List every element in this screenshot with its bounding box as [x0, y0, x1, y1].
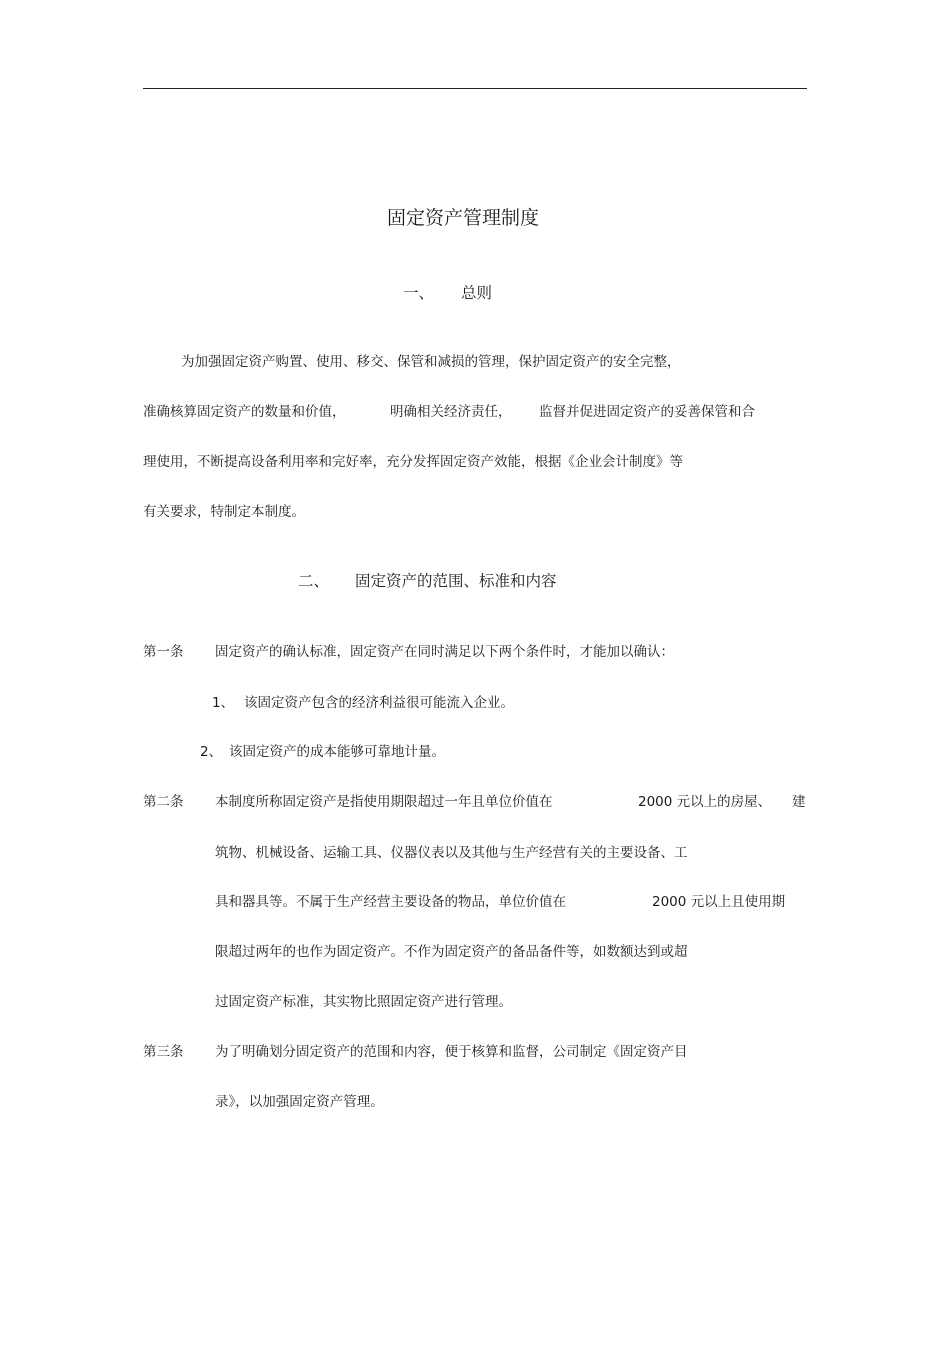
article1-text: 固定资产的确认标准，固定资产在同时满足以下两个条件时，才能加以确认：	[215, 644, 674, 660]
article3-line-1: 为了明确划分固定资产的范围和内容，便于核算和监督，公司制定《固定资产目	[215, 1044, 688, 1060]
article3-line-2: 录》，以加强固定资产管理。	[215, 1094, 384, 1110]
article3-label: 第三条	[143, 1044, 184, 1060]
section1-line-3: 理使用，不断提高设备利用率和完好率，充分发挥固定资产效能，根据《企业会计制度》等	[143, 454, 683, 470]
section1-line-1: 为加强固定资产购置、使用、移交、保管和减损的管理，保护固定资产的安全完整，	[181, 354, 681, 370]
section1-heading: 总则	[461, 284, 493, 302]
article2-line-1a: 本制度所称固定资产是指使用期限超过一年且单位价值在	[215, 794, 553, 810]
section2-heading: 固定资产的范围、标准和内容	[355, 572, 557, 590]
document-title: 固定资产管理制度	[387, 207, 540, 229]
article2-line-3b: 2000 元以上且使用期	[652, 894, 786, 910]
article2-label: 第二条	[143, 794, 184, 810]
article2-line-1c: 建	[792, 794, 806, 810]
article1-item1-text: 该固定资产包含的经济利益很可能流入企业。	[244, 695, 514, 711]
article1-label: 第一条	[143, 644, 184, 660]
section1-line-4: 有关要求，特制定本制度。	[143, 504, 305, 520]
article1-item2-text: 该固定资产的成本能够可靠地计量。	[229, 744, 445, 760]
article1-item2-number: 2、	[200, 744, 223, 760]
section1-line-2b: 明确相关经济责任，	[390, 404, 512, 420]
article2-line-5: 过固定资产标准，其实物比照固定资产进行管理。	[215, 994, 512, 1010]
section1-line-2c: 监督并促进固定资产的妥善保管和合	[539, 404, 755, 420]
article2-line-4: 限超过两年的也作为固定资产。不作为固定资产的备品备件等，如数额达到或超	[215, 944, 688, 960]
article2-line-2: 筑物、机械设备、运输工具、仪器仪表以及其他与生产经营有关的主要设备、工	[215, 845, 688, 861]
section1-line-2a: 准确核算固定资产的数量和价值，	[143, 404, 346, 420]
article2-line-3a: 具和器具等。不属于生产经营主要设备的物品，单位价值在	[215, 894, 566, 910]
article2-line-1b: 2000 元以上的房屋、	[638, 794, 772, 810]
section2-number: 二、	[298, 572, 330, 590]
header-rule	[143, 88, 807, 89]
article1-item1-number: 1、	[212, 695, 235, 711]
section1-number: 一、	[403, 284, 435, 302]
